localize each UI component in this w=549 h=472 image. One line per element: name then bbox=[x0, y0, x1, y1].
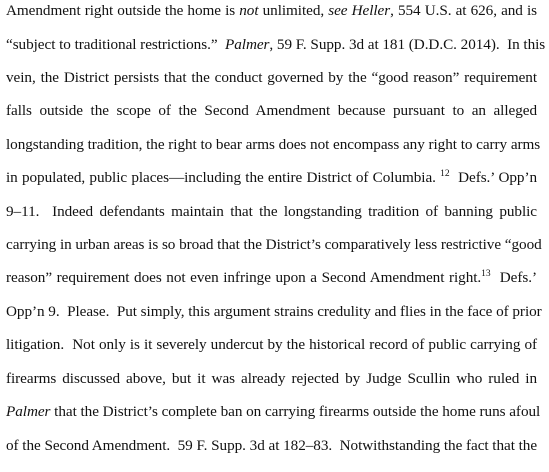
text-line-3 bbox=[6, 68, 537, 88]
text-segment: of the Second Amendment. 59 F. Supp. 3d at 182–83. Notwithstanding the fact that the bbox=[6, 437, 538, 454]
text-segment: unlimited, bbox=[258, 2, 329, 19]
text-line-9 bbox=[6, 268, 537, 288]
case-citation-segment: Palmer bbox=[225, 36, 270, 53]
text-segment: , 59 F. Supp. 3d at 181 (D.D.C. 2014). In this bbox=[269, 36, 546, 53]
text-segment: 9–11. Indeed defendants maintain that the longstanding tradition of banning public bbox=[6, 203, 537, 220]
text-line-11 bbox=[6, 335, 537, 355]
text-line-2 bbox=[6, 35, 546, 55]
text-segment: carrying in urban areas is so broad that the District’s comparatively less restrictive “good bbox=[6, 236, 542, 253]
text-line-6 bbox=[6, 168, 537, 188]
text-segment: Amendment right outside the home is bbox=[6, 2, 240, 19]
footnote-marker-13[interactable]: 13 bbox=[481, 268, 491, 279]
text-line-13 bbox=[6, 402, 541, 422]
text-segment: in populated, public places—including the entire District of Columbia. bbox=[6, 169, 441, 186]
text-segment: that the District’s complete ban on carrying firearms outside the home runs afoul bbox=[50, 403, 541, 420]
text-segment: Defs.’ Opp’n bbox=[449, 169, 537, 186]
text-line-8 bbox=[6, 235, 542, 255]
text-segment: Opp’n 9. Please. Put simply, this argument strains credulity and flies in the face of prior bbox=[6, 303, 542, 320]
text-segment: falls outside the scope of the Second Amendment because pursuant to an alleged bbox=[6, 102, 537, 119]
text-segment: vein, the District persists that the conduct governed by the “good reason” requirement bbox=[6, 69, 537, 86]
text-segment: reason” requirement does not even infringe upon a Second Amendment right. bbox=[6, 269, 482, 286]
case-citation-segment: see Heller bbox=[328, 2, 391, 19]
text-line-14 bbox=[6, 436, 537, 456]
text-line-7 bbox=[6, 202, 537, 222]
text-segment: Defs.’ bbox=[490, 269, 537, 286]
text-segment: firearms discussed above, but it was already rejected by Judge Scullin who ruled in bbox=[6, 370, 537, 387]
italic-text-segment: not bbox=[239, 2, 259, 19]
text-segment: , 554 U.S. at 626, and is bbox=[390, 2, 537, 19]
text-line-12 bbox=[6, 369, 537, 389]
text-line-5 bbox=[6, 135, 541, 155]
text-segment: longstanding tradition, the right to bear arms does not encompass any right to carry arms bbox=[6, 136, 541, 153]
case-citation-segment: Palmer bbox=[6, 403, 51, 420]
footnote-marker-12[interactable]: 12 bbox=[440, 168, 450, 179]
text-segment: “subject to traditional restrictions.” bbox=[6, 36, 225, 53]
text-line-4 bbox=[6, 101, 537, 121]
text-line-10 bbox=[6, 302, 542, 322]
text-line-1 bbox=[6, 1, 537, 21]
text-segment: litigation. Not only is it severely undercut by the historical record of public carrying of bbox=[6, 336, 537, 353]
